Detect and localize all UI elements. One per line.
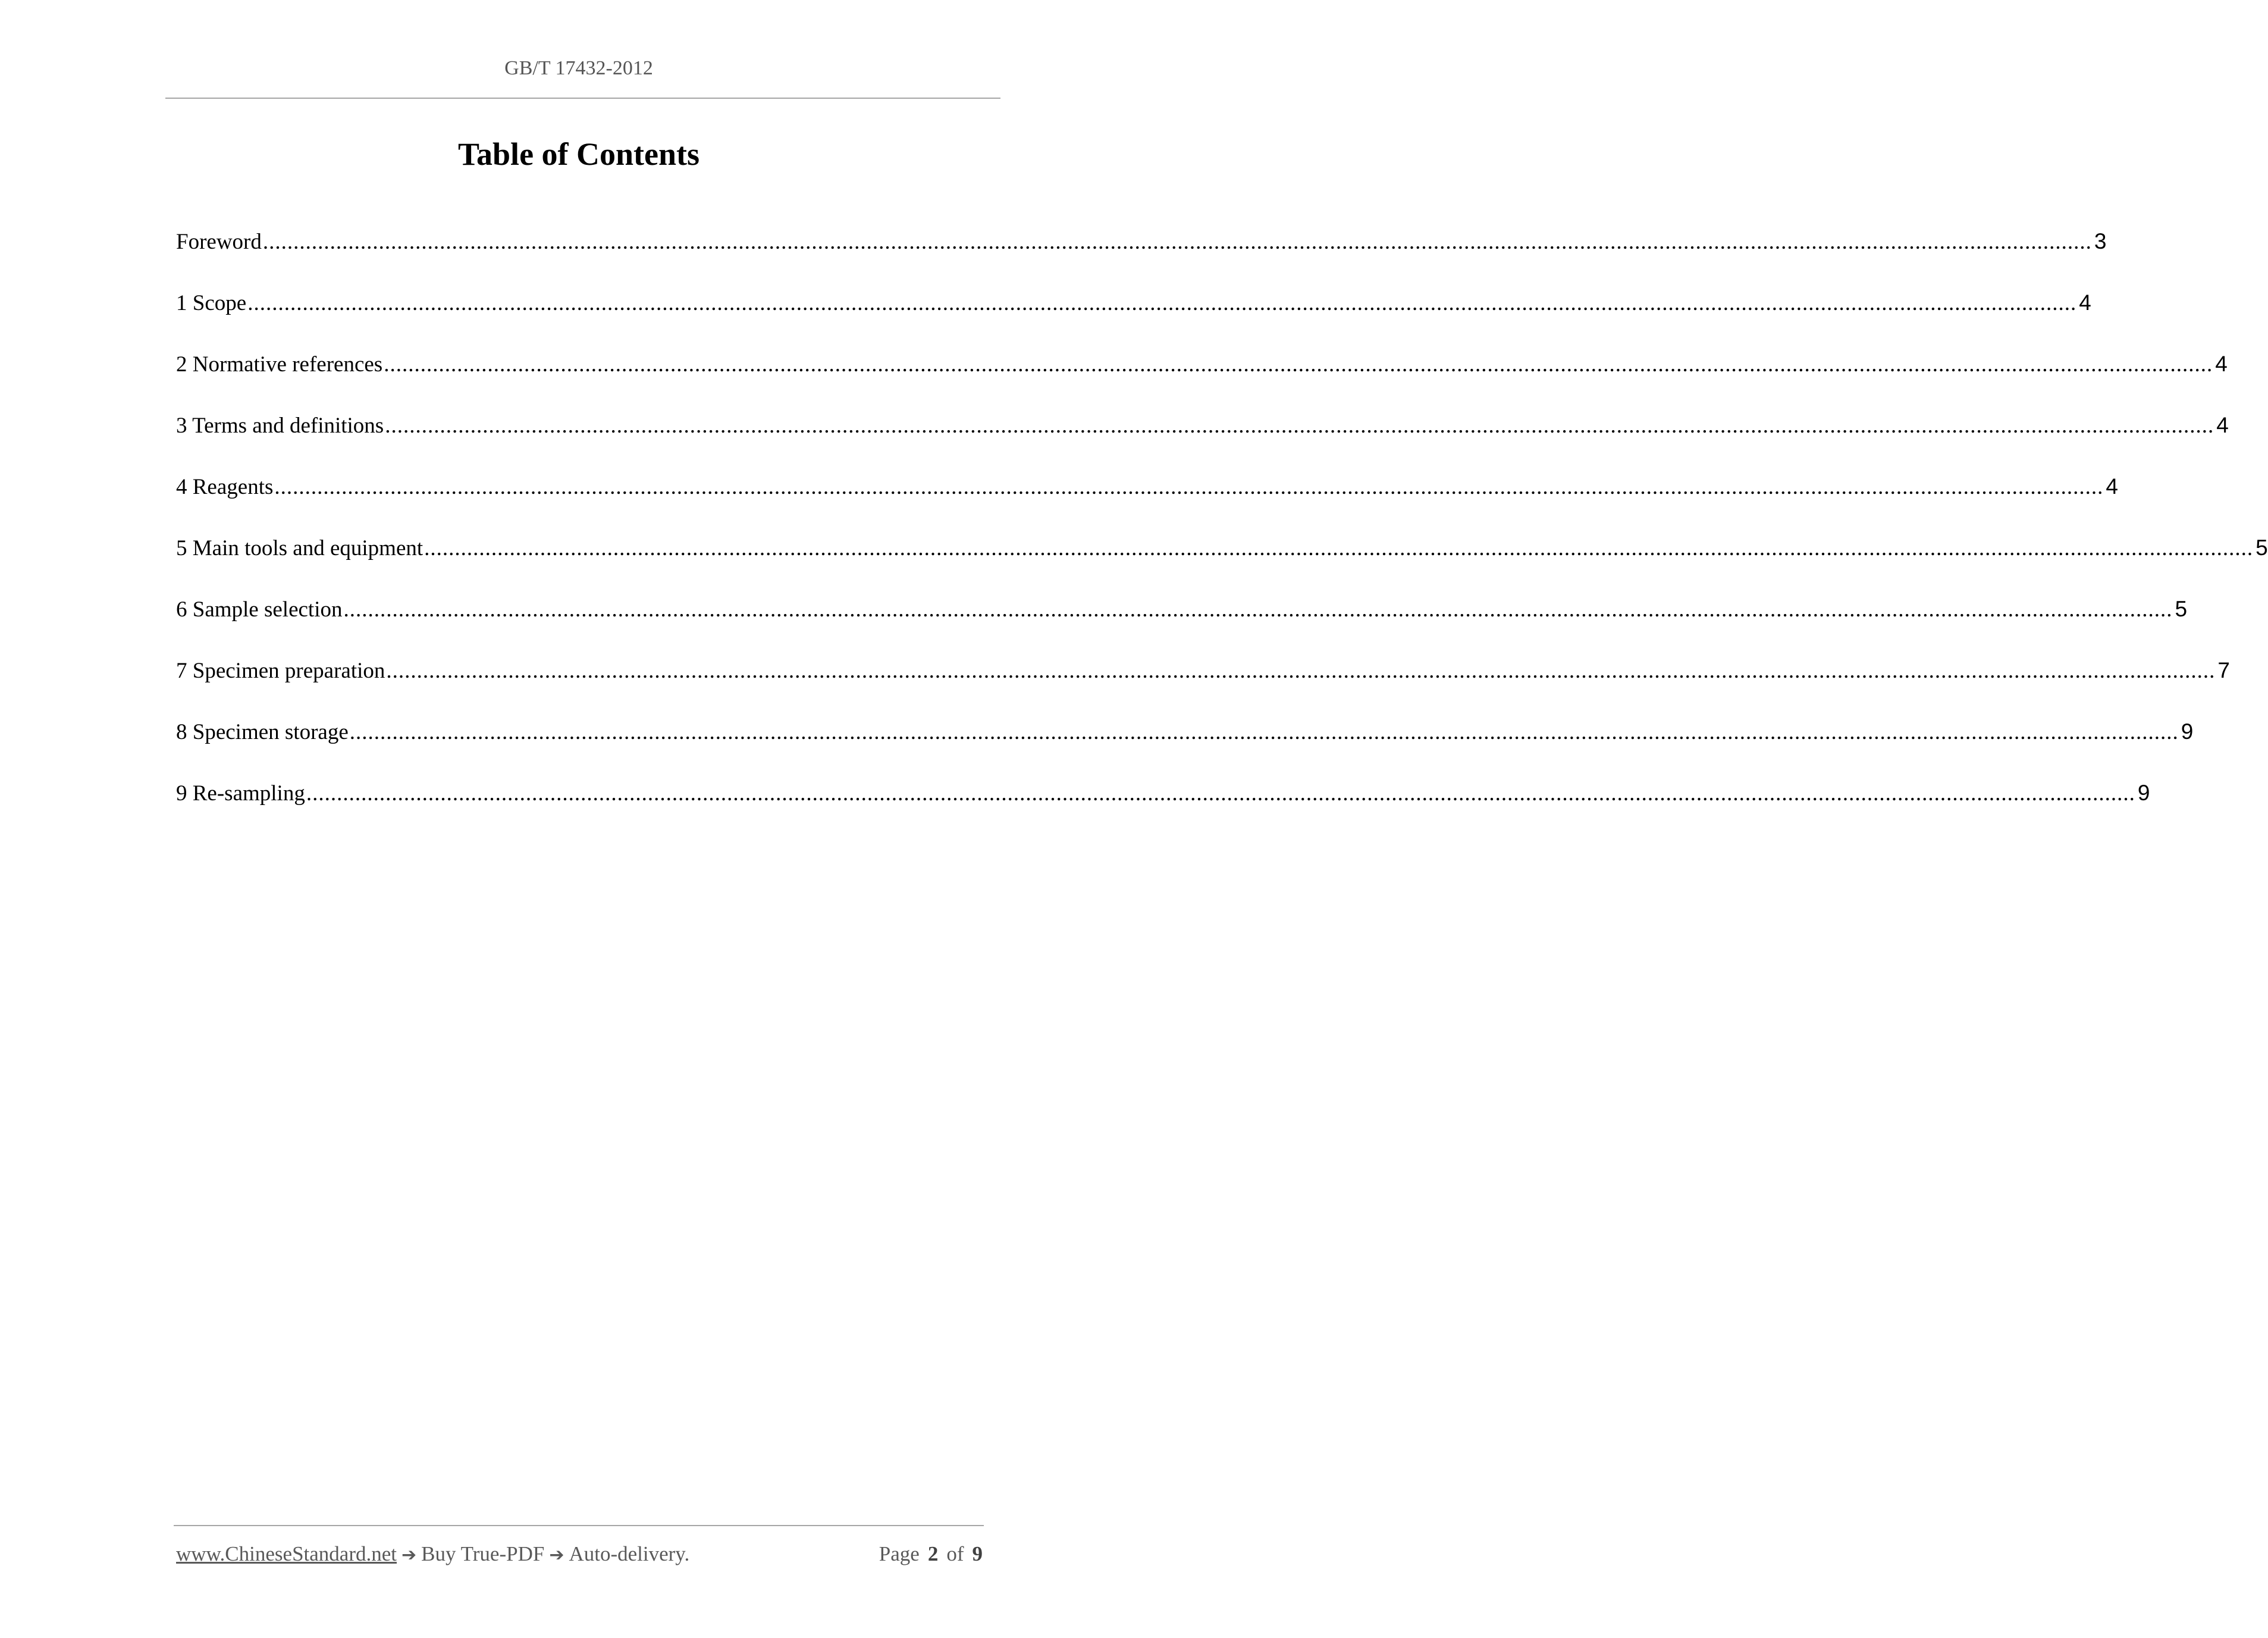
- toc-entry-label: 4 Reagents: [176, 475, 274, 499]
- toc-entry[interactable]: [176, 535, 2268, 597]
- toc-entry-page: 4: [2106, 474, 2118, 499]
- toc-entry[interactable]: [176, 474, 2118, 535]
- page-number: [879, 1542, 983, 1566]
- footer-divider: [174, 1525, 984, 1526]
- toc-leader-dots: ............................................................................................................................................................................................................................................................................................................: [385, 414, 2214, 438]
- current-page: 2: [927, 1542, 939, 1565]
- toc-entry-page: 9: [2137, 781, 2150, 805]
- site-link[interactable]: www.ChineseStandard.net: [176, 1542, 397, 1565]
- toc-entry-label: 9 Re-sampling: [176, 781, 305, 806]
- page-footer: [176, 1542, 983, 1566]
- toc-entry-label: 8 Specimen storage: [176, 720, 349, 744]
- toc-leader-dots: ............................................................................................................................................................................................................................................................................................................: [349, 720, 2179, 744]
- toc-entry-label: Foreword: [176, 230, 262, 254]
- toc-entry-page: 3: [2094, 229, 2107, 253]
- toc-entry-label: 2 Normative references: [176, 352, 383, 377]
- toc-entry-page: 4: [2079, 290, 2091, 315]
- toc-entry-page: 5: [2175, 597, 2188, 621]
- toc-leader-dots: ............................................................................................................................................................................................................................................................................................................: [306, 781, 2135, 806]
- toc-entry-page: 4: [2215, 352, 2228, 376]
- toc-entry[interactable]: [176, 229, 2107, 290]
- toc-entry-page: 7: [2217, 658, 2230, 682]
- toc-title: Table of Contents: [457, 136, 700, 172]
- toc-entry-label: 5 Main tools and equipment: [176, 536, 424, 560]
- toc-leader-dots: ............................................................................................................................................................................................................................................................................................................: [262, 230, 2092, 254]
- toc-leader-dots: ............................................................................................................................................................................................................................................................................................................: [247, 291, 2077, 315]
- toc-entry[interactable]: [176, 413, 2229, 474]
- delivery-text: Auto-delivery.: [569, 1542, 690, 1565]
- toc-entry[interactable]: [176, 597, 2188, 658]
- toc-leader-dots: ............................................................................................................................................................................................................................................................................................................: [343, 597, 2173, 622]
- toc-leader-dots: ............................................................................................................................................................................................................................................................................................................: [274, 475, 2104, 499]
- toc-leader-dots: ............................................................................................................................................................................................................................................................................................................: [424, 536, 2254, 560]
- toc-entry-page: 4: [2216, 413, 2229, 437]
- toc-entry-label: 3 Terms and definitions: [176, 414, 384, 438]
- toc-entry-page: 9: [2181, 719, 2194, 744]
- toc-entry[interactable]: [176, 352, 2228, 413]
- arrow-right-icon: ➔: [401, 1545, 417, 1565]
- document-code: GB/T 17432-2012: [504, 57, 653, 79]
- total-pages: 9: [972, 1542, 983, 1565]
- toc-entry-label: 6 Sample selection: [176, 597, 343, 622]
- header-divider: [165, 98, 1000, 99]
- toc-leader-dots: ............................................................................................................................................................................................................................................................................................................: [384, 352, 2213, 377]
- toc-leader-dots: ............................................................................................................................................................................................................................................................................................................: [386, 659, 2216, 683]
- toc-entry-label: 7 Specimen preparation: [176, 659, 385, 683]
- toc-entry[interactable]: [176, 290, 2091, 352]
- toc-list: [176, 229, 2268, 842]
- footer-promo: [176, 1542, 689, 1566]
- toc-entry-label: 1 Scope: [176, 291, 247, 315]
- toc-entry[interactable]: [176, 781, 2150, 842]
- toc-entry[interactable]: [176, 719, 2194, 781]
- page-word: Page: [879, 1542, 920, 1565]
- of-word: of: [946, 1542, 964, 1565]
- toc-entry-page: 5: [2256, 535, 2268, 560]
- toc-entry[interactable]: [176, 658, 2230, 719]
- arrow-right-icon: ➔: [549, 1545, 564, 1565]
- buy-text: Buy True-PDF: [421, 1542, 545, 1565]
